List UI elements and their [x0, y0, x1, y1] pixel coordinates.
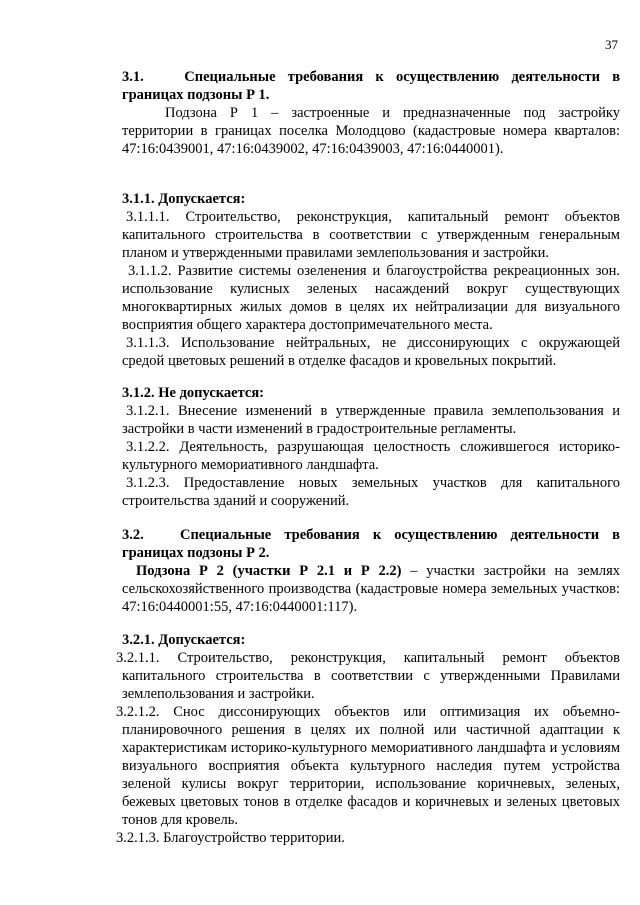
section-3-2-number: 3.2.: [122, 527, 144, 543]
page-number: 37: [605, 37, 618, 52]
item-3-2-1-1-line3: землепользования и застройки.: [122, 686, 315, 702]
item-3-1-1-2-line1: 3.1.1.2. Развитие системы озеленения и благоустройства рекреационных зон.: [128, 263, 620, 279]
item-3-1-2-1-line2: застройки в части изменений в градостроительные регламенты.: [122, 421, 517, 437]
item-3-1-1-2-line3: многоквартирных жилых домов в целях их нейтрализации для визуального: [122, 299, 620, 315]
item-3-2-1-2-line2: планировочного решения в целях их полной или частичной адаптации к: [122, 722, 620, 738]
section-3-2-para-line2: сельскохозяйственного производства (кадастровые номера земельных участков:: [122, 581, 620, 597]
item-3-1-1-3-line1: 3.1.1.3. Использование нейтральных, не диссонирующих с окружающей: [126, 335, 620, 351]
item-3-1-1-1-line1: 3.1.1.1. Строительство, реконструкция, капитальный ремонт объектов: [126, 209, 620, 225]
section-3-1-1-heading: 3.1.1. Допускается:: [122, 191, 246, 207]
item-3-1-2-3-line2: строительства зданий и сооружений.: [122, 493, 350, 509]
section-3-2-title-line2: границах подзоны Р 2.: [122, 545, 270, 561]
item-3-2-1-2-line1: 3.2.1.2. Снос диссонирующих объектов или оптимизация их объемно-: [116, 704, 620, 720]
item-3-2-1-2-line6: бежевых цветовых тонов в отделке фасадов и коричневых и зеленых цветовых: [122, 794, 620, 810]
section-3-2-para-line3: 47:16:0440001:55, 47:16:0440001:117).: [122, 599, 358, 615]
item-3-2-1-2-line5: зеленой кулисы вокруг территории, использование коричневых, зеленых,: [122, 776, 620, 792]
item-3-1-2-3-line1: 3.1.2.3. Предоставление новых земельных участков для капитального: [126, 475, 620, 491]
section-3-1-heading: [122, 68, 620, 86]
item-3-1-1-3-line2: средой цветовых решений в отделке фасадов и кровельных покрытий.: [122, 353, 557, 369]
section-3-2-1-heading: 3.2.1. Допускается:: [122, 632, 246, 648]
item-3-1-1-2-line4: восприятия общего характера достопримечательного места.: [122, 317, 493, 333]
item-3-1-1-2-line2: использование кулисных зеленых насаждений вокруг существующих: [122, 281, 620, 297]
item-3-1-2-2-line2: культурного мемориативного ландшафта.: [122, 457, 379, 473]
section-3-1-title-line2: границах подзоны Р 1.: [122, 87, 270, 103]
item-3-1-1-1-line2: капитального строительства в соответствии с утвержденным генеральным: [122, 227, 620, 243]
item-3-1-2-2-line1: 3.1.2.2. Деятельность, разрушающая целостность сложившегося историко-: [126, 439, 620, 455]
section-3-2-heading: [122, 526, 620, 544]
section-3-1-para-line2: территории в границах поселка Молодцово (кадастровые номера кварталов:: [122, 123, 620, 139]
item-3-2-1-1-line2: капитального строительства в соответствии с утвержденными Правилами: [122, 668, 620, 684]
item-3-1-1-1-line3: планом и утвержденными правилами землепользования и застройки.: [122, 245, 549, 261]
section-3-1-title-line1: Специальные требования к осуществлению деятельности в: [184, 69, 621, 85]
item-3-2-1-2-line4: визуального восприятия объекта культурного наследия путем устройства: [122, 758, 620, 774]
item-3-2-1-1-line1: 3.2.1.1. Строительство, реконструкция, капитальный ремонт объектов: [116, 650, 620, 666]
section-3-1-para-line3: 47:16:0439001, 47:16:0439002, 47:16:0439003, 47:16:0440001).: [122, 141, 504, 157]
item-3-1-2-1-line1: 3.1.2.1. Внесение изменений в утвержденные правила землепользования и: [126, 403, 620, 419]
item-3-2-1-2-line7: тонов для кровель.: [122, 812, 238, 828]
section-3-2-para-line1: [136, 562, 620, 580]
section-3-1-para-line1: Подзона Р 1 – застроенные и предназначенные под застройку: [165, 105, 620, 121]
section-3-1-number: 3.1.: [122, 69, 144, 85]
section-3-2-para-bold: Подзона Р 2 (участки Р 2.1 и Р 2.2): [136, 563, 402, 579]
section-3-1-2-heading: 3.1.2. Не допускается:: [122, 385, 264, 401]
item-3-2-1-3-line1: 3.2.1.3. Благоустройство территории.: [116, 830, 345, 846]
item-3-2-1-2-line3: характеристикам историко-культурного мемориативного ландшафта и условиям: [122, 740, 620, 756]
section-3-2-title-line1: Специальные требования к осуществлению деятельности в: [179, 527, 620, 543]
section-3-2-para-rest: – участки застройки на землях: [410, 563, 621, 579]
